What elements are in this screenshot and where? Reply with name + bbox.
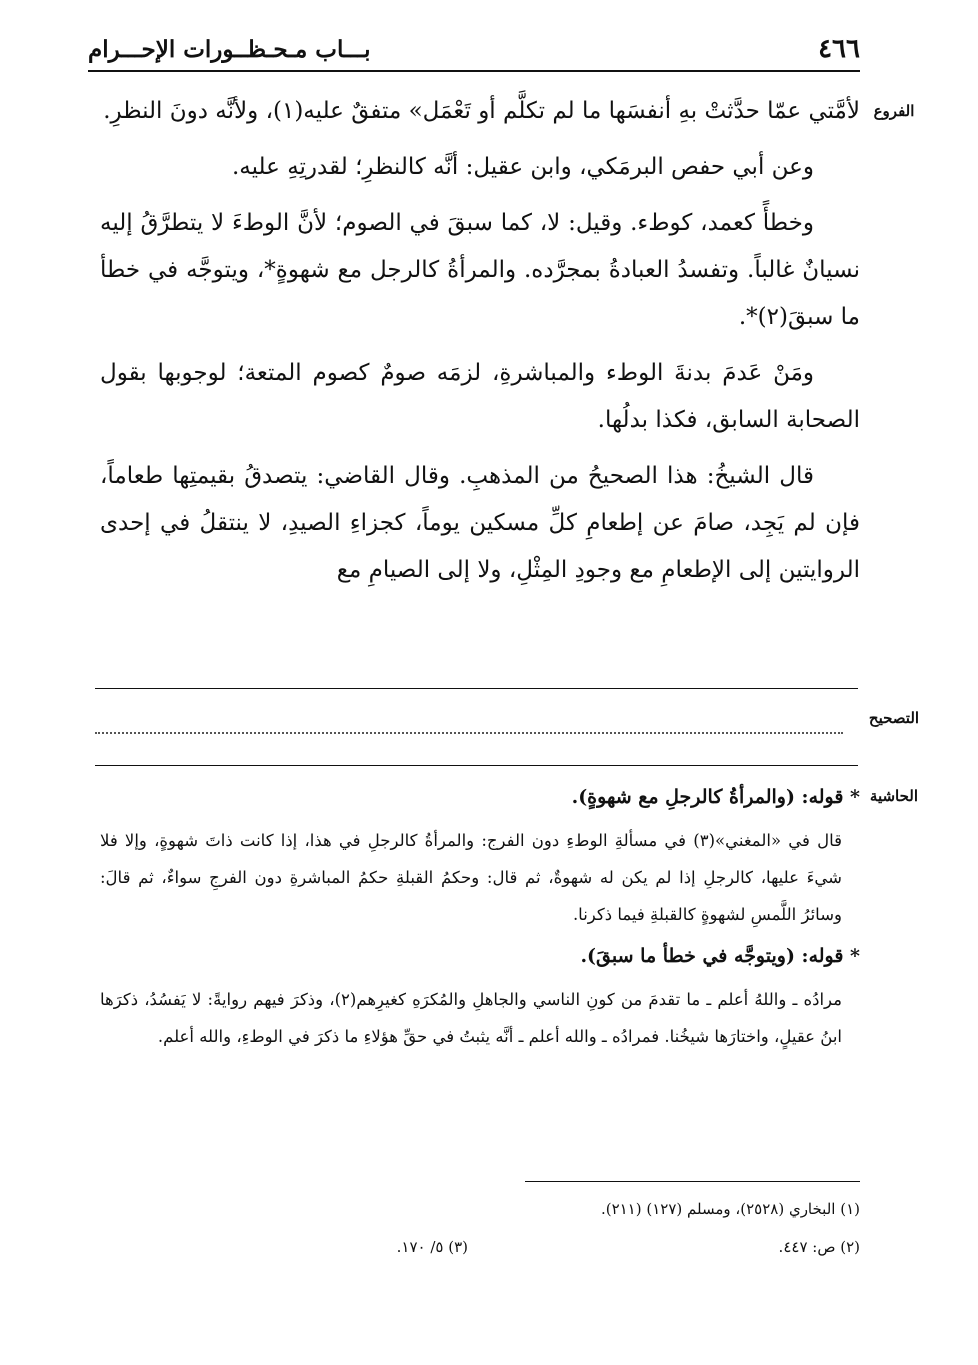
hashiya-qawl: * قوله: (ويتوجَّه في خطأ ما سبقَ). <box>580 945 860 967</box>
main-paragraph: وعن أبي حفص البرمَكي، وابن عقيل: أنَّه كالنظرِ؛ لقدرتِهِ عليه. <box>231 154 814 180</box>
hashiya-label: الحاشية <box>869 787 919 805</box>
footnote: (٢) ص: ٤٤٧. <box>778 1238 860 1256</box>
main-paragraph: قال الشيخُ: هذا الصحيحُ من المذهبِ. وقال القاضي: يتصدقُ بقيمتِها طعاماً، فإن لم يَجِد، صامَ عن إطعامِ كلِّ مسكين يوماً، كجزاءِ الصيدِ، لا ينتقلُ في إحدى الروايتين إلى الإطعامِ مع وجودِ المِثْلِ، ولا إلى الصيامِ مع <box>100 463 860 583</box>
tashih-label: التصحيح <box>868 709 920 727</box>
hashiya-qawl: * قوله: (والمرأةُ كالرجلِ مع شهوةٍ). <box>571 786 860 808</box>
footnote: (١) البخاري (٢٥٢٨)، ومسلم (١٢٧) (٢١١). <box>600 1200 860 1218</box>
chapter-title: بـــاب مـحـظــورات الإحـــرام <box>88 36 371 63</box>
running-header <box>88 30 860 72</box>
main-paragraph: وخطأً كعمد، كوطء. وقيل: لا، كما سبقَ في الصوم؛ لأنَّ الوطءَ لا يتطرَّقُ إليه نسيانٌ غالباً. وتفسدُ العبادةُ بمجرَّده. والمرأةُ كالرجل مع شهوةٍ*، ويتوجَّه في خطأ ما سبقَ(٢)*. <box>100 210 860 330</box>
footnote-rule <box>525 1181 860 1182</box>
tashih-dotted-line <box>95 732 843 734</box>
footnote: (٣) ٥/ ١٧٠. <box>396 1238 468 1256</box>
hashiya-note: قال في «المغني»(٣) في مسألةِ الوطءِ دون الفرج: والمرأةُ كالرجلِ في هذا، إذا كانت ذاتَ شهوةٍ، وإلا فلا شيءَ عليها، كالرجلِ إذا لم يكن له شهوةٌ، ثم قال: وحكمُ القبلةِ حكمُ المباشرةِ دون الفرجِ سواءٌ، ثم قالَ: وسائرُ اللَّمسِ لشهوةٍ كالقبلةِ فيما ذكرنا. <box>100 831 842 924</box>
hashiya-section <box>100 782 860 1063</box>
section-divider <box>95 688 858 689</box>
furu-label: الفروع <box>873 102 915 120</box>
main-text <box>100 88 860 603</box>
hashiya-note: مرادُه ـ واللهُ أعلم ـ ما تقدمَ من كونِ الناسي والجاهلِ والمُكرَهِ كغيرِهم(٢)، وذكرَ فيهم روايةً: لا يَفسُدُ، ذكرَها ابنُ عقيلٍ، واختارَها شيخُنا. فمرادُه ـ والله أعلم ـ أنَّه يثبتُ في حقِّ هؤلاءِ ما ذكرَ في الوطءِ، والله أعلم. <box>100 990 842 1046</box>
page-number: ٤٦٦ <box>818 34 860 64</box>
main-paragraph: لأمَّتي عمّا حدَّثتْ بهِ أنفسَها ما لم تكلَّم أو تَعْمَل» متفقٌ عليه(١)، ولأنَّه دونَ النظرِ. <box>103 98 860 124</box>
section-divider <box>95 765 858 766</box>
main-paragraph: ومَنْ عَدمَ بدنةَ الوطء والمباشرةِ، لزمَه صومٌ كصوم المتعة؛ لوجوبها بقول الصحابة السابق، فكذا بدلُها. <box>100 360 860 433</box>
